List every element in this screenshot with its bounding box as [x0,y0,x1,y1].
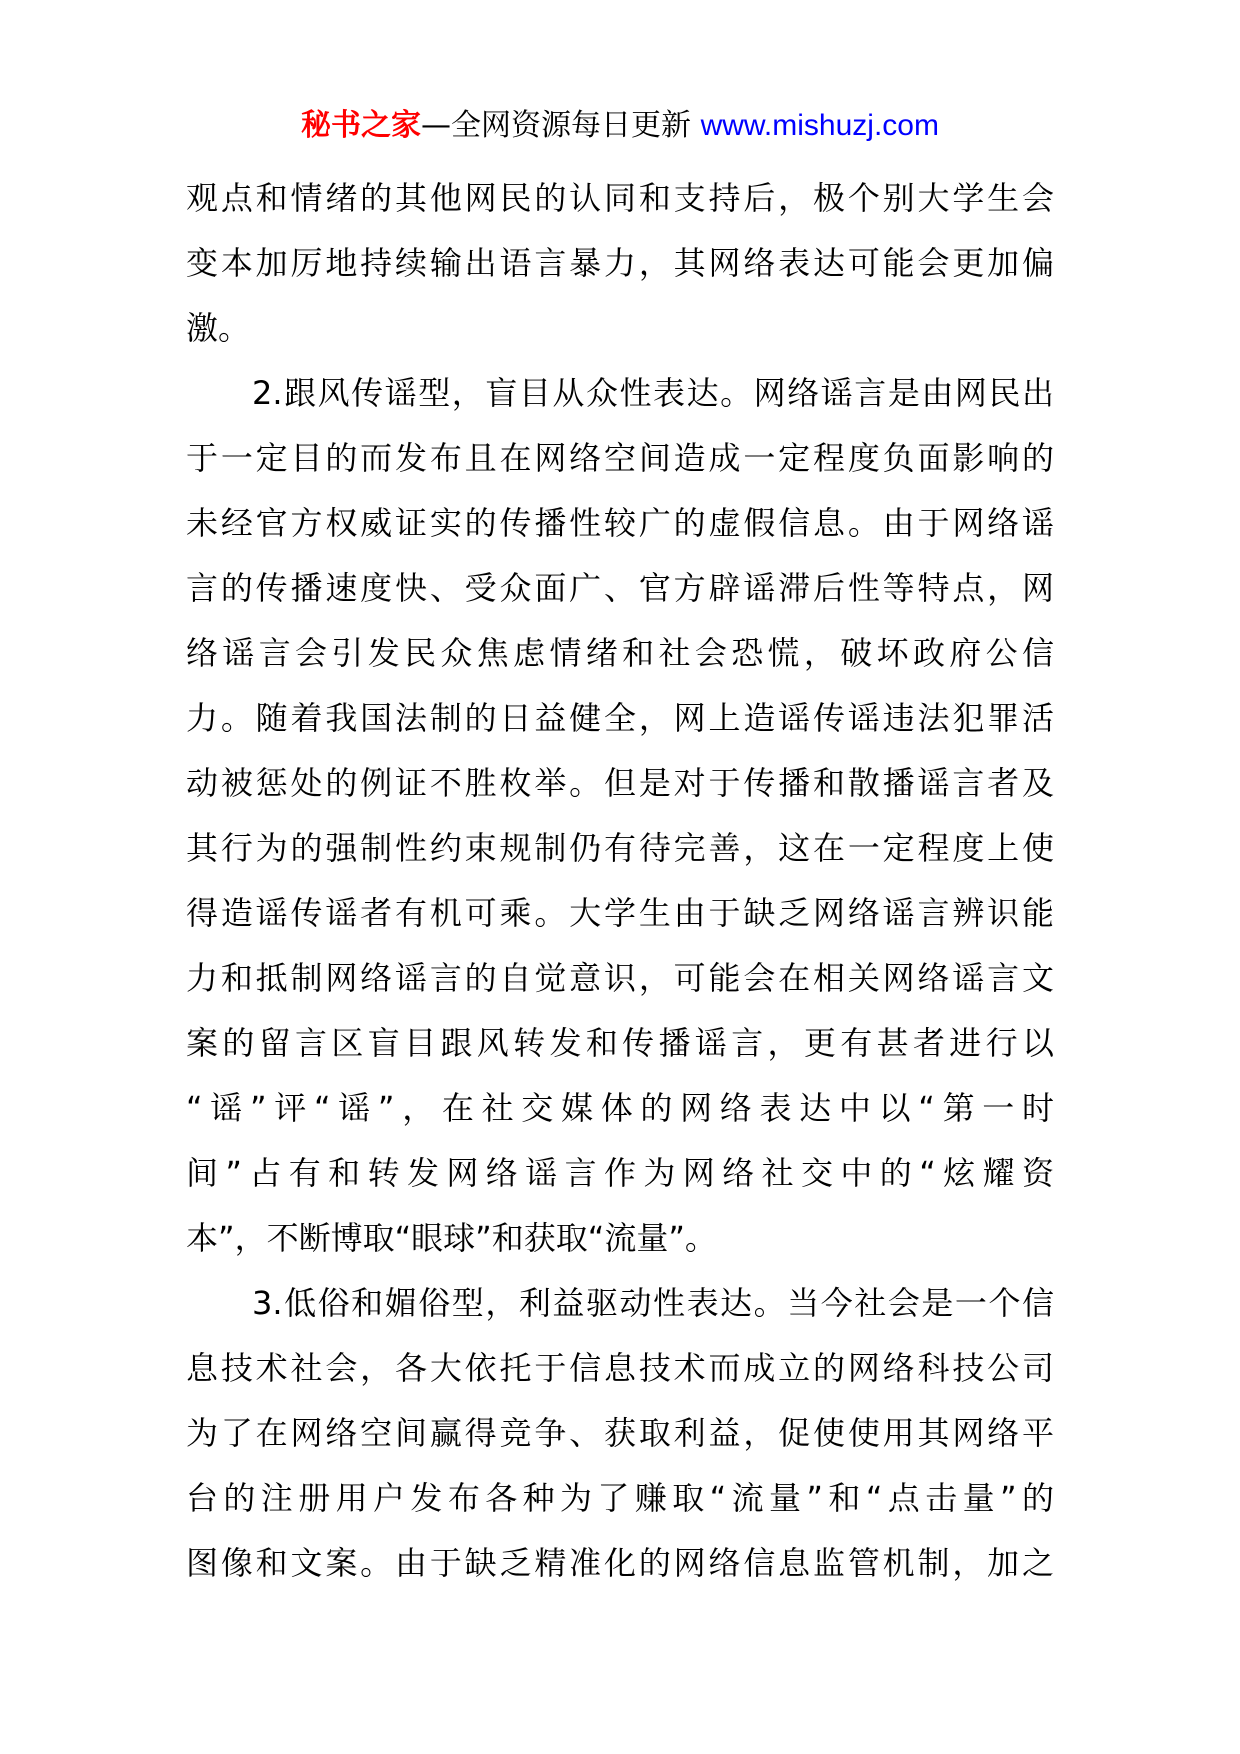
text-line: 力。随着我国法制的日益健全，网上造谣传谣违法犯罪活 [186,699,1054,737]
text-line: 观点和情绪的其他网民的认同和支持后，极个别大学生会 [186,179,1054,217]
text-line: 台的注册用户发布各种为了赚取“流量”和“点击量”的 [186,1479,1054,1517]
text-line: 言的传播速度快、受众面广、官方辟谣滞后性等特点，网 [186,569,1054,607]
text-line: 本”，不断博取“眼球”和获取“流量”。 [186,1219,717,1257]
text-line: “谣”评“谣”，在社交媒体的网络表达中以“第一时 [186,1089,1054,1127]
text-line: 未经官方权威证实的传播性较广的虚假信息。由于网络谣 [186,504,1054,542]
text-line: 间”占有和转发网络谣言作为网络社交中的“炫耀资 [186,1154,1054,1192]
text-line: 图像和文案。由于缺乏精准化的网络信息监管机制，加之 [186,1544,1054,1582]
text-line: 络谣言会引发民众焦虑情绪和社会恐慌，破坏政府公信 [186,634,1054,672]
text-line: 得造谣传谣者有机可乘。大学生由于缺乏网络谣言辨识能 [186,894,1054,932]
text-line: 变本加厉地持续输出语言暴力，其网络表达可能会更加偏 [186,244,1054,282]
text-line: 力和抵制网络谣言的自觉意识，可能会在相关网络谣言文 [186,959,1054,997]
text-line: 于一定目的而发布且在网络空间造成一定程度负面影响的 [186,439,1054,477]
paragraph-start-line: 2.跟风传谣型，盲目从众性表达。网络谣言是由网民出 [252,374,1054,412]
text-line: 动被惩处的例证不胜枚举。但是对于传播和散播谣言者及 [186,764,1054,802]
text-line: 案的留言区盲目跟风转发和传播谣言，更有甚者进行以 [186,1024,1054,1062]
text-line: 为了在网络空间赢得竞争、获取利益，促使使用其网络平 [186,1414,1054,1452]
paragraph-start-line: 3.低俗和媚俗型，利益驱动性表达。当今社会是一个信 [252,1284,1054,1322]
brand-name: 秘书之家 [301,108,422,143]
document-body [186,166,1054,1596]
text-line: 其行为的强制性约束规制仍有待完善，这在一定程度上使 [186,829,1054,867]
page-header [0,106,1240,146]
text-line: 激。 [186,309,251,347]
site-url-link[interactable]: www.mishuzj.com [700,109,939,142]
header-tagline: —全网资源每日更新 [421,108,692,143]
text-line: 息技术社会，各大依托于信息技术而成立的网络科技公司 [186,1349,1054,1387]
